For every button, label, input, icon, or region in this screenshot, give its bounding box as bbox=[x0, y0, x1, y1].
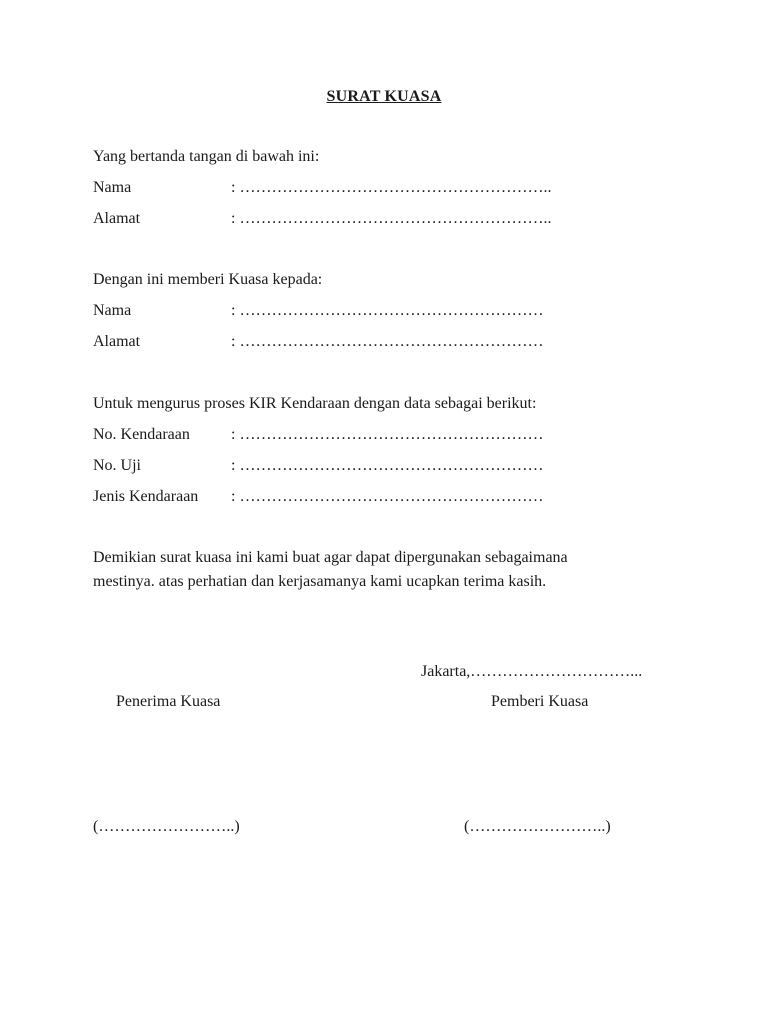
vehicle-number-row bbox=[93, 425, 543, 445]
grantee-alamat-field: : ………………………………………………… bbox=[231, 333, 544, 350]
vehicle-type-row bbox=[93, 487, 543, 507]
vehicle-type-label: Jenis Kendaraan bbox=[93, 488, 199, 505]
vehicle-type-field: : ………………………………………………… bbox=[231, 488, 544, 505]
vehicle-number-label: No. Kendaraan bbox=[93, 426, 190, 443]
closing-paragraph bbox=[93, 546, 683, 594]
grantor-nama-label: Nama bbox=[93, 179, 132, 196]
grantor-nama-row bbox=[93, 178, 551, 198]
test-number-field: : ………………………………………………… bbox=[231, 457, 544, 474]
grantor-alamat-row bbox=[93, 209, 551, 229]
grantee-alamat-row bbox=[93, 332, 543, 352]
recipient-signature-blank: (……………………..) bbox=[93, 818, 240, 835]
vehicle-number-field: : ………………………………………………… bbox=[231, 426, 544, 443]
test-number-row bbox=[93, 456, 543, 476]
grantee-nama-row bbox=[93, 301, 543, 321]
grantor-signature-blank: (……………………..) bbox=[464, 818, 611, 835]
grantor-signature-label: Pemberi Kuasa bbox=[491, 693, 589, 710]
document-title: SURAT KUASA bbox=[326, 88, 442, 105]
grantor-nama-field: : ………………………………………………….. bbox=[231, 179, 552, 196]
test-number-label: No. Uji bbox=[93, 457, 141, 474]
closing-line-1: Demikian surat kuasa ini kami buat agar dapat dipergunakan sebagaimana bbox=[93, 549, 568, 566]
grantee-alamat-label: Alamat bbox=[93, 333, 141, 350]
closing-line-2: mestinya. atas perhatian dan kerjasamanya kami ucapkan terima kasih. bbox=[93, 573, 547, 590]
grantor-alamat-label: Alamat bbox=[93, 210, 141, 227]
purpose-line: Untuk mengurus proses KIR Kendaraan dengan data sebagai berikut: bbox=[93, 395, 537, 412]
recipient-signature-label: Penerima Kuasa bbox=[116, 693, 221, 710]
grantee-nama-label: Nama bbox=[93, 302, 132, 319]
grantee-nama-field: : ………………………………………………… bbox=[231, 302, 544, 319]
place-date-line: Jakarta,…………………………... bbox=[421, 663, 643, 680]
intro-line: Yang bertanda tangan di bawah ini: bbox=[93, 148, 320, 165]
grant-line: Dengan ini memberi Kuasa kepada: bbox=[93, 271, 323, 288]
grantor-alamat-field: : ………………………………………………….. bbox=[231, 210, 552, 227]
